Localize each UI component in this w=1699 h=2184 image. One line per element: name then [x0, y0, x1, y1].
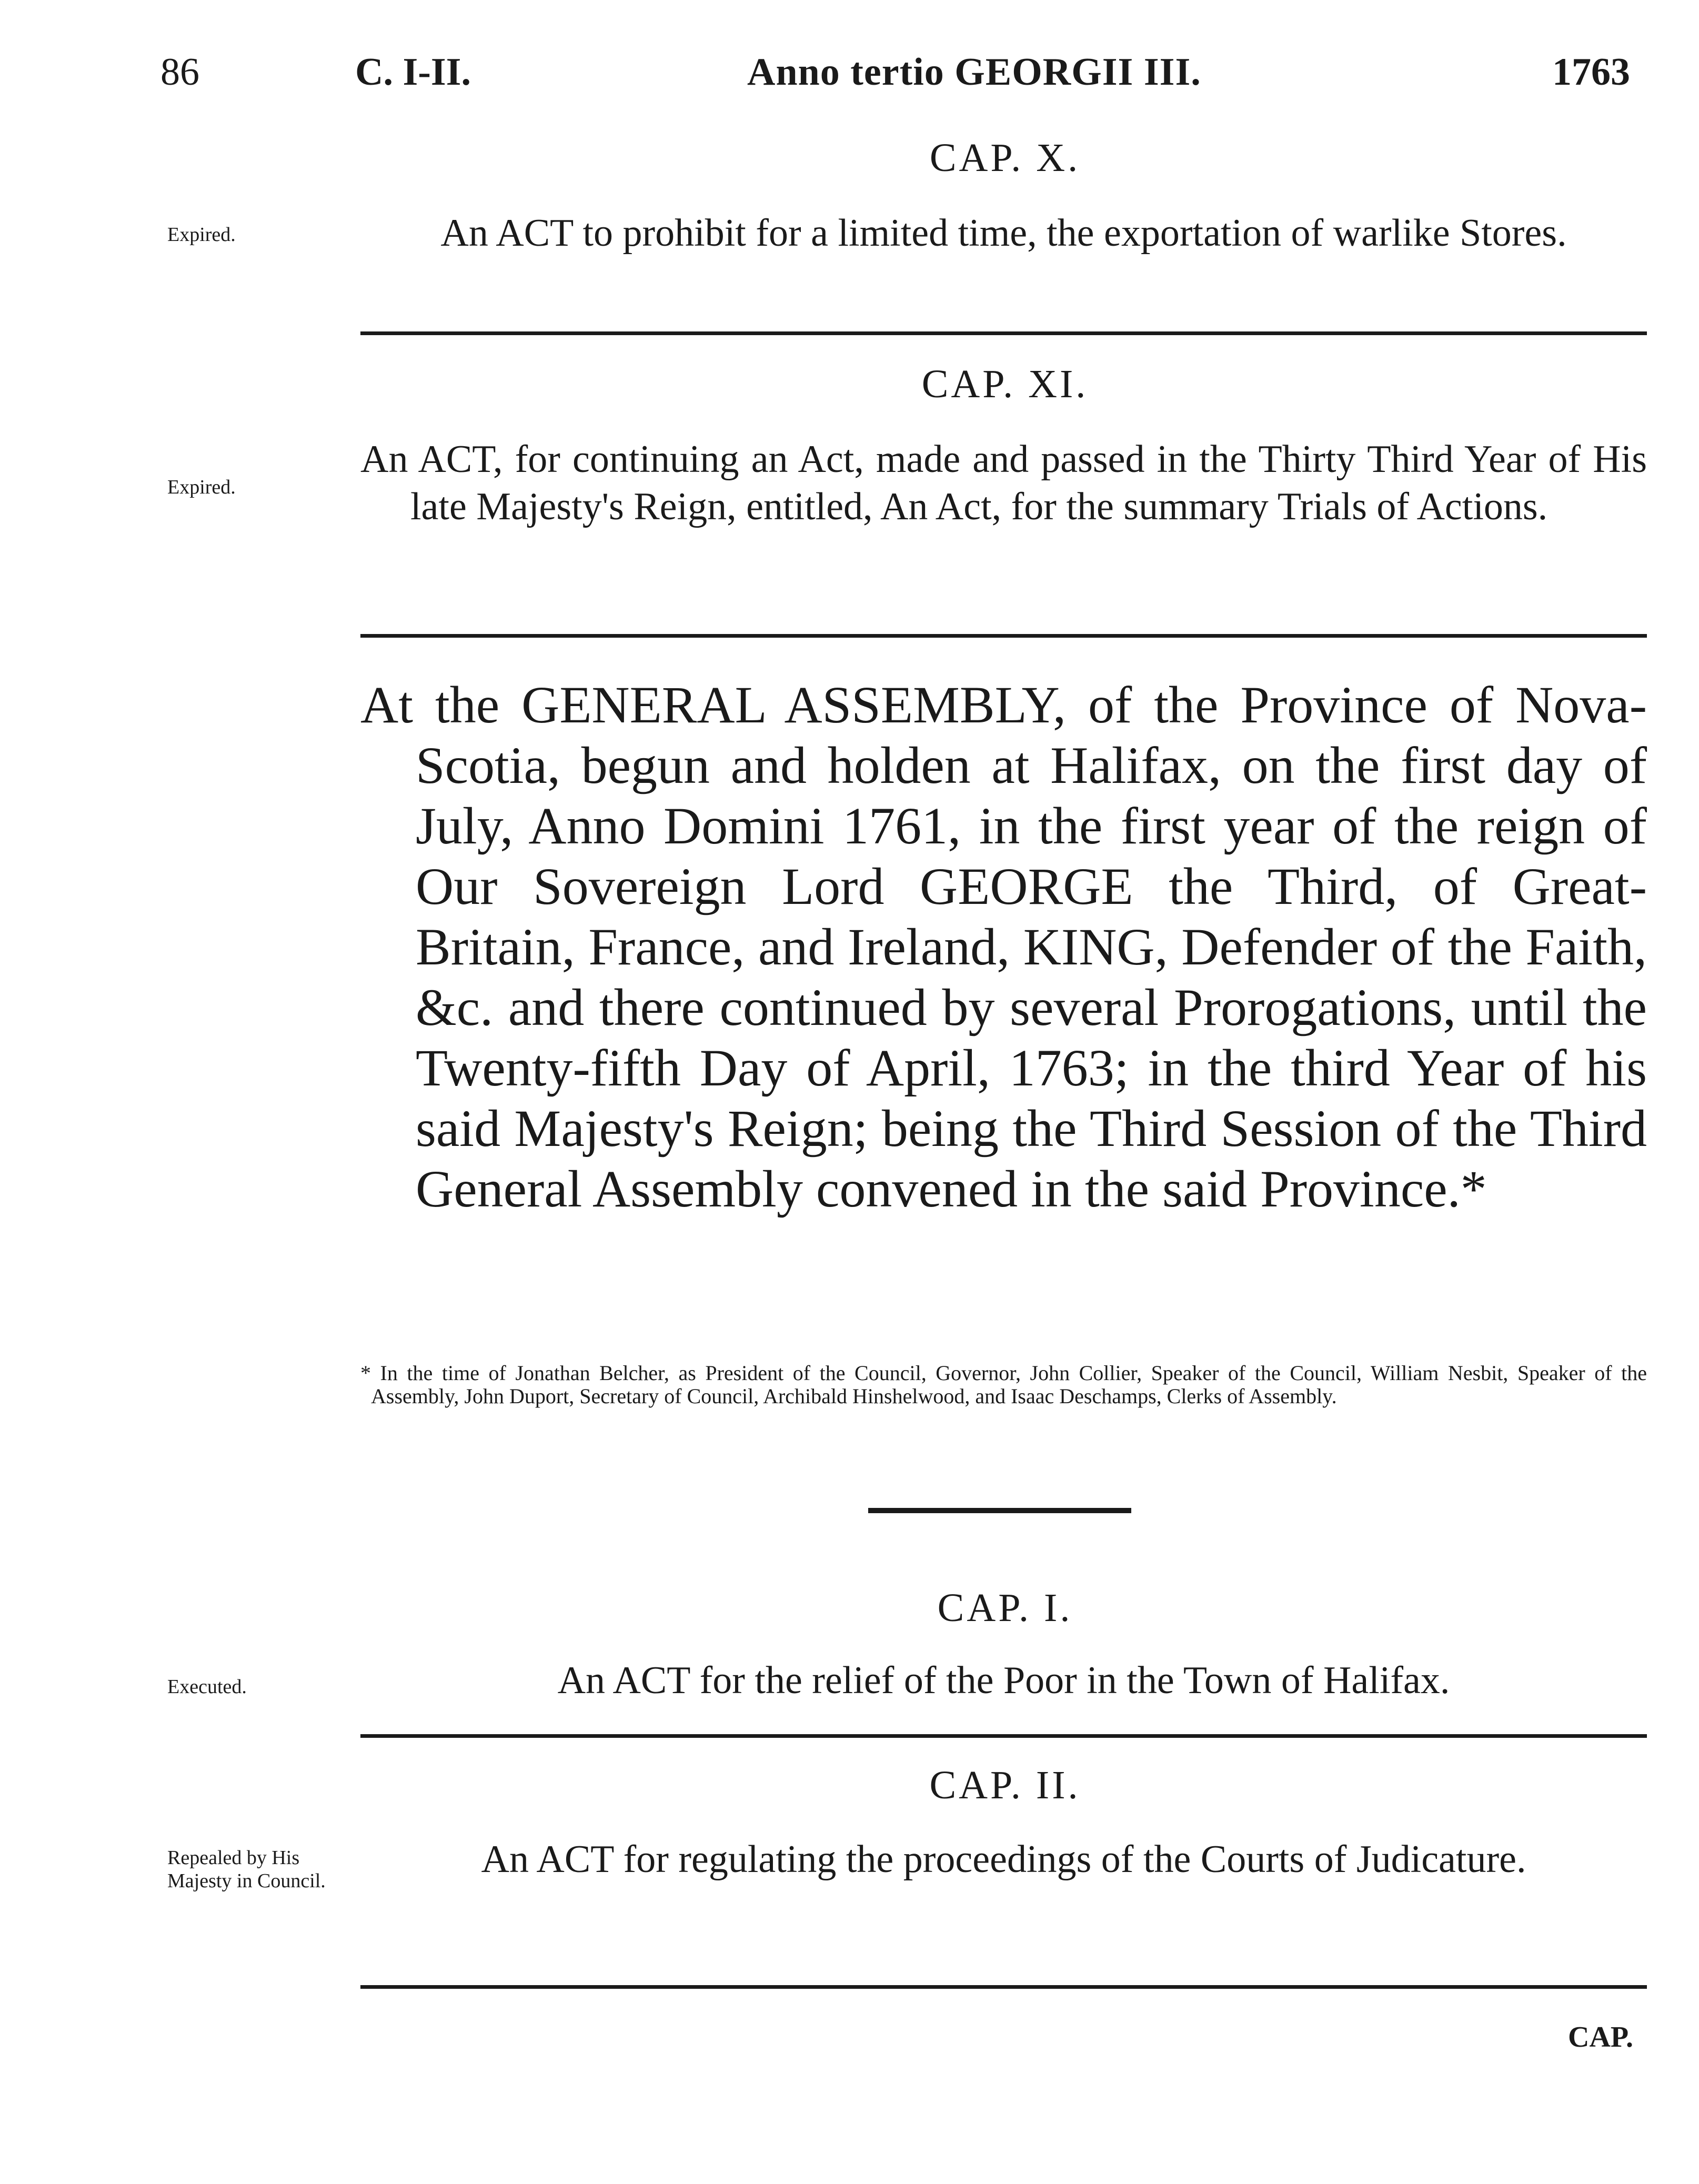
margin-note: Expired.: [167, 224, 236, 246]
cap-heading: CAP. X.: [929, 136, 1081, 180]
running-title: Anno tertio GEORGII III.: [747, 51, 1201, 94]
cap-heading: CAP. II.: [929, 1763, 1081, 1807]
section-rule: [360, 634, 1647, 638]
margin-note: Repealed by His Majesty in Council.: [167, 1847, 326, 1892]
cap-heading: CAP. XI.: [921, 362, 1089, 406]
cap-heading: CAP. I.: [937, 1586, 1073, 1630]
margin-note: Executed.: [167, 1676, 247, 1698]
act-title: An ACT for the relief of the Poor in the Town of Halifax.: [557, 1659, 1450, 1702]
section-rule: [360, 1985, 1647, 1989]
act-title: An ACT for regulating the proceedings of the Courts of Judicature.: [481, 1838, 1526, 1881]
chapter-range: C. I-II.: [355, 51, 471, 94]
section-rule: [360, 331, 1647, 335]
ornamental-rule: [868, 1508, 1131, 1513]
act-title: An ACT to prohibit for a limited time, the exportation of warlike Stores.: [440, 212, 1567, 255]
page-number: 86: [160, 51, 199, 94]
header-year: 1763: [1552, 51, 1630, 94]
catchword: CAP.: [1568, 2021, 1633, 2054]
assembly-footnote: * In the time of Jonathan Belcher, as President of the Council, Governor, John Collier, Speaker of the Council, William Nesbit, Speaker of the Assembly, John Duport, Secretary of Council, Archibald Hinshelwood, and Isaac Deschamps, Clerks of Assembly.: [360, 1361, 1647, 1408]
margin-note: Expired.: [167, 476, 236, 498]
section-rule: [360, 1734, 1647, 1738]
act-title: An ACT, for continuing an Act, made and passed in the Thirty Third Year of His late Majesty's Reign, entitled, An Act, for the summary Trials of Actions.: [360, 438, 1647, 528]
assembly-paragraph: At the GENERAL ASSEMBLY, of the Province of Nova-Scotia, begun and holden at Halifax, on the first day of July, Anno Domini 1761, in the first year of the reign of Our Sovereign Lord GEORGE the Third, of Great-Britain, France, and Ireland, KING, Defender of the Faith, &c. and there continued by several Prorogations, until the Twenty-fifth Day of April, 1763; in the third Year of his said Majesty's Reign; being the Third Session of the Third General Assembly convened in the said Province.*: [360, 676, 1647, 1218]
